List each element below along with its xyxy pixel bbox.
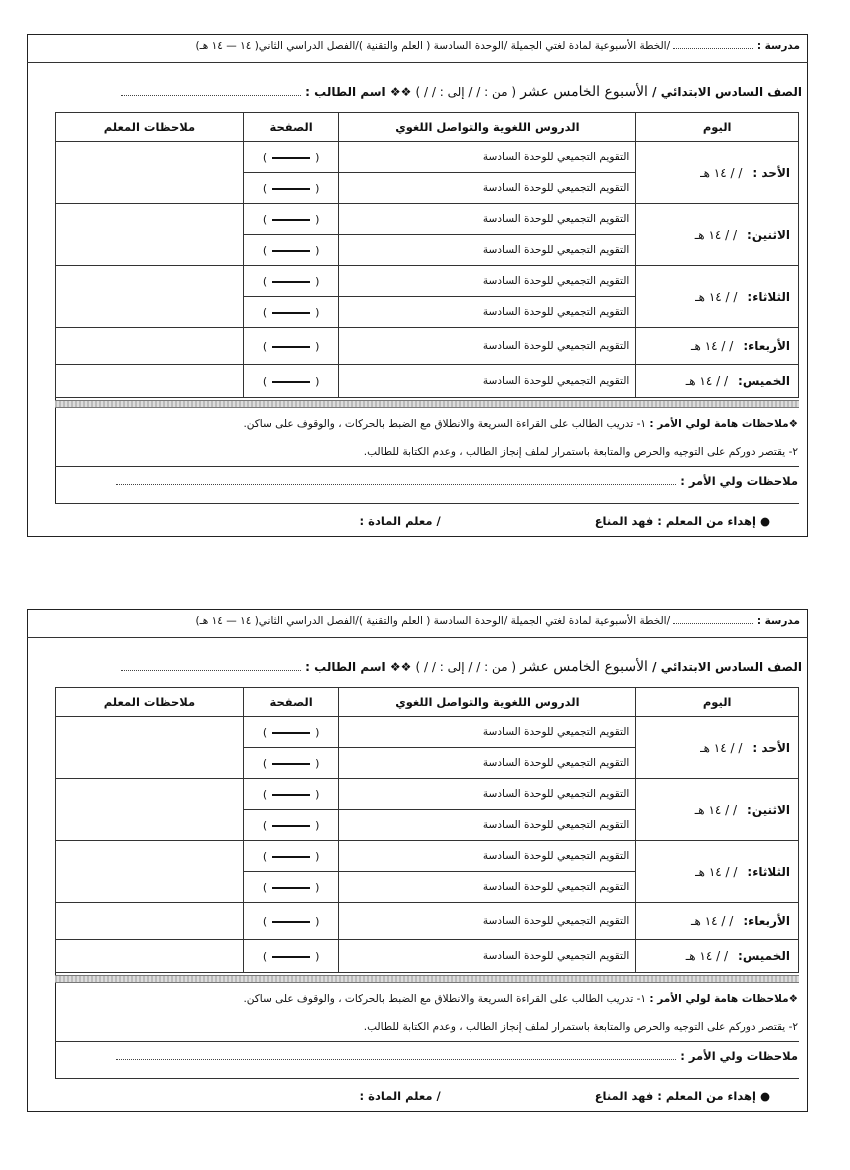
day-name: الخميس: [738, 949, 790, 963]
date-range: ( من : / / إلى : / / ) [415, 85, 517, 99]
day-name: الأربعاء: [743, 914, 790, 928]
teacher-notes-cell[interactable] [56, 142, 244, 204]
teacher-notes-cell[interactable] [56, 717, 244, 779]
plan-table [55, 112, 799, 398]
teacher-notes-cell[interactable] [56, 204, 244, 266]
notes-line-1: ١- تدريب الطالب على القراءة السريعة والانطلاق مع الضبط بالحركات ، والوقوف على ساكن. [243, 418, 647, 430]
lesson-cell: التقويم التجميعي للوحدة السادسة [339, 328, 636, 365]
col-lessons: الدروس اللغوية والتواصل اللغوي [339, 113, 636, 142]
col-day: اليوم [636, 688, 799, 717]
table-row: الثلاثاء:/ / ١٤ هـ التقويم التجميعي للوحدة السادسة () [56, 841, 799, 872]
table-row: الاثنين:/ / ١٤ هـ التقويم التجميعي للوحدة السادسة () [56, 779, 799, 810]
gift-text: إهداء من المعلم : فهد المناع [594, 514, 756, 528]
lesson-cell: التقويم التجميعي للوحدة السادسة [339, 940, 636, 973]
page-cell[interactable]: () [243, 173, 338, 204]
day-name: الأربعاء: [743, 339, 790, 353]
col-page: الصفحة [243, 113, 338, 142]
page-cell[interactable]: () [243, 748, 338, 779]
lesson-cell: التقويم التجميعي للوحدة السادسة [339, 810, 636, 841]
lesson-cell: التقويم التجميعي للوحدة السادسة [339, 297, 636, 328]
student-name-field[interactable] [121, 670, 301, 671]
parent-notes-block [243, 993, 798, 1005]
week-name: الأسبوع الخامس عشر [520, 84, 648, 100]
table-row: الثلاثاء:/ / ١٤ هـ التقويم التجميعي للوحدة السادسة () [56, 266, 799, 297]
teacher-label: / معلم المادة : [359, 1089, 441, 1103]
student-name-label: ❖❖ اسم الطالب : [305, 660, 412, 674]
lesson-cell: التقويم التجميعي للوحدة السادسة [339, 748, 636, 779]
page-cell[interactable]: () [243, 841, 338, 872]
lesson-cell: التقويم التجميعي للوحدة السادسة [339, 173, 636, 204]
teacher-notes-cell[interactable] [56, 841, 244, 903]
lesson-cell: التقويم التجميعي للوحدة السادسة [339, 717, 636, 748]
lesson-cell: التقويم التجميعي للوحدة السادسة [339, 841, 636, 872]
info-row [121, 84, 802, 100]
footer: ● إهداء من المعلم : فهد المناع / معلم المادة : [359, 1089, 770, 1103]
lesson-cell: التقويم التجميعي للوحدة السادسة [339, 142, 636, 173]
info-row [121, 659, 802, 675]
lesson-cell: التقويم التجميعي للوحدة السادسة [339, 779, 636, 810]
school-label: مدرسة : [756, 615, 800, 627]
parent-notes-row [116, 474, 798, 488]
gift-text: إهداء من المعلم : فهد المناع [594, 1089, 756, 1103]
teacher-notes-cell[interactable] [56, 940, 244, 973]
week-name: الأسبوع الخامس عشر [520, 659, 648, 675]
school-label: مدرسة : [756, 40, 800, 52]
page-cell[interactable]: () [243, 235, 338, 266]
page-cell[interactable]: () [243, 365, 338, 398]
lesson-cell: التقويم التجميعي للوحدة السادسة [339, 872, 636, 903]
teacher-notes-cell[interactable] [56, 328, 244, 365]
page-cell[interactable]: () [243, 940, 338, 973]
plan-title: /الخطة الأسبوعية لمادة لغتي الجميلة /الوحدة السادسة ( العلم والتقنية )/الفصل الدراسي الثاني( ١٤ — ١٤ هـ) [195, 40, 671, 52]
student-name-label: ❖❖ اسم الطالب : [305, 85, 412, 99]
table-row: الخميس:/ / ١٤ هـ التقويم التجميعي للوحدة السادسة () [56, 940, 799, 973]
lesson-cell: التقويم التجميعي للوحدة السادسة [339, 365, 636, 398]
table-header-row [56, 113, 799, 142]
table-header-row [56, 688, 799, 717]
teacher-notes-cell[interactable] [56, 903, 244, 940]
lesson-cell: التقويم التجميعي للوحدة السادسة [339, 903, 636, 940]
date-range: ( من : / / إلى : / / ) [415, 660, 517, 674]
page-cell[interactable]: () [243, 297, 338, 328]
day-name: الأحد : [752, 165, 790, 180]
parent-notes-label: ملاحظات ولي الأمر : [680, 1049, 798, 1063]
page-cell[interactable]: () [243, 779, 338, 810]
footer: ● إهداء من المعلم : فهد المناع / معلم المادة : [359, 514, 770, 528]
teacher-notes-cell[interactable] [56, 266, 244, 328]
notes-line-1: ١- تدريب الطالب على القراءة السريعة والانطلاق مع الضبط بالحركات ، والوقوف على ساكن. [243, 993, 647, 1005]
lesson-cell: التقويم التجميعي للوحدة السادسة [339, 235, 636, 266]
day-name: الأحد : [752, 740, 790, 755]
table-row: الأربعاء:/ / ١٤ هـ التقويم التجميعي للوحدة السادسة () [56, 903, 799, 940]
day-name: الثلاثاء: [747, 289, 790, 304]
grade-label: الصف السادس الابتدائي / [652, 660, 802, 674]
col-notes: ملاحظات المعلم [56, 688, 244, 717]
col-page: الصفحة [243, 688, 338, 717]
day-name: الثلاثاء: [747, 864, 790, 879]
parent-notes-block [243, 418, 798, 430]
notes-label: ❖ملاحظات هامة لولي الأمر : [649, 993, 798, 1005]
notes-line-2: ٢- يقتصر دوركم على التوجيه والحرص والمتابعة باستمرار لملف إنجاز الطالب ، وعدم الكتابة للطالب. [363, 446, 798, 458]
table-row: الأربعاء:/ / ١٤ هـ التقويم التجميعي للوحدة السادسة () [56, 328, 799, 365]
col-day: اليوم [636, 113, 799, 142]
plan-title: /الخطة الأسبوعية لمادة لغتي الجميلة /الوحدة السادسة ( العلم والتقنية )/الفصل الدراسي الثاني( ١٤ — ١٤ هـ) [195, 615, 671, 627]
page-cell[interactable]: () [243, 142, 338, 173]
day-name: الاثنين: [747, 802, 790, 817]
parent-notes-field[interactable] [116, 484, 676, 485]
parent-notes-field[interactable] [116, 1059, 676, 1060]
lesson-cell: التقويم التجميعي للوحدة السادسة [339, 204, 636, 235]
teacher-notes-cell[interactable] [56, 779, 244, 841]
col-lessons: الدروس اللغوية والتواصل اللغوي [339, 688, 636, 717]
page-cell[interactable]: () [243, 872, 338, 903]
sheet-header [196, 615, 800, 627]
page-cell[interactable]: () [243, 204, 338, 235]
notes-line-2: ٢- يقتصر دوركم على التوجيه والحرص والمتابعة باستمرار لملف إنجاز الطالب ، وعدم الكتابة للطالب. [363, 1021, 798, 1033]
teacher-notes-cell[interactable] [56, 365, 244, 398]
notes-label: ❖ملاحظات هامة لولي الأمر : [649, 418, 798, 430]
plan-table [55, 687, 799, 973]
page-cell[interactable]: () [243, 903, 338, 940]
table-row: الخميس:/ / ١٤ هـ التقويم التجميعي للوحدة السادسة () [56, 365, 799, 398]
col-notes: ملاحظات المعلم [56, 113, 244, 142]
day-name: الاثنين: [747, 227, 790, 242]
lesson-cell: التقويم التجميعي للوحدة السادسة [339, 266, 636, 297]
table-row: الأحد :/ / ١٤ هـ التقويم التجميعي للوحدة السادسة () [56, 142, 799, 173]
page-cell[interactable]: () [243, 717, 338, 748]
page-cell[interactable]: () [243, 266, 338, 297]
table-row: الأحد :/ / ١٤ هـ التقويم التجميعي للوحدة السادسة () [56, 717, 799, 748]
page-cell[interactable]: () [243, 328, 338, 365]
grade-label: الصف السادس الابتدائي / [652, 85, 802, 99]
student-name-field[interactable] [121, 95, 301, 96]
table-row: الاثنين:/ / ١٤ هـ التقويم التجميعي للوحدة السادسة () [56, 204, 799, 235]
teacher-label: / معلم المادة : [359, 514, 441, 528]
parent-notes-row [116, 1049, 798, 1063]
sheet-header [196, 40, 800, 52]
page-cell[interactable]: () [243, 810, 338, 841]
day-name: الخميس: [738, 374, 790, 388]
parent-notes-label: ملاحظات ولي الأمر : [680, 474, 798, 488]
